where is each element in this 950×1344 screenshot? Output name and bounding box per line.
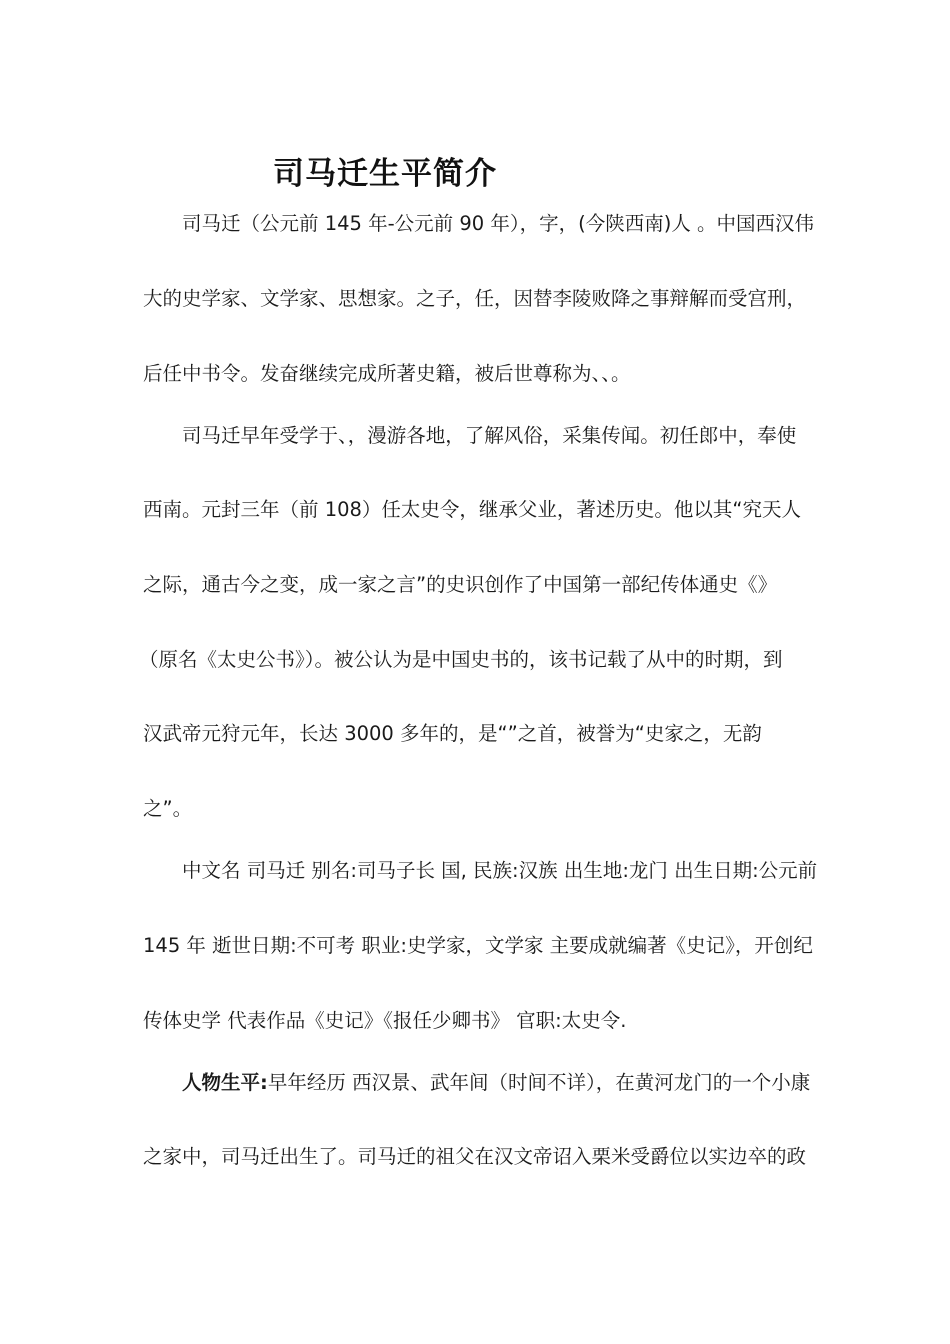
paragraph-4-line-1 — [182, 1068, 810, 1098]
paragraph-3-line-2: 145 年 逝世日期:不可考 职业:史学家，文学家 主要成就编著《史记》，开创纪 — [143, 934, 813, 957]
paragraph-3-line-3: 传体史学 代表作品《史记》《报任少卿书》 官职:太史令. — [143, 1009, 627, 1032]
paragraph-2-line-6: 之”。 — [143, 797, 193, 820]
paragraph-2-line-1: 司马迁早年受学于、，漫游各地，了解风俗，采集传闻。初任郎中，奉使 — [182, 424, 797, 447]
paragraph-2-line-5: 汉武帝元狩元年，长达 3000 多年的，是“”之首，被誉为“史家之，无韵 — [143, 722, 762, 745]
paragraph-2-line-4: （原名《太史公书》）。被公认为是中国史书的，该书记载了从中的时期，到 — [139, 648, 783, 671]
paragraph-2-line-2: 西南。元封三年（前 108）任太史令，继承父业，著述历史。他以其“究天人 — [143, 498, 802, 521]
document-title: 司马迁生平简介 — [273, 156, 497, 192]
paragraph-1-line-2: 大的史学家、文学家、思想家。之子，任，因替李陵败降之事辩解而受宫刑， — [143, 287, 807, 310]
paragraph-4-line-2: 之家中，司马迁出生了。司马迁的祖父在汉文帝诏入栗米受爵位以实边卒的政 — [143, 1145, 807, 1168]
paragraph-2-line-3: 之际，通古今之变，成一家之言”的史识创作了中国第一部纪传体通史《》 — [143, 573, 778, 596]
paragraph-3-line-1: 中文名 司马迁 别名:司马子长 国, 民族:汉族 出生地:龙门 出生日期:公元前 — [182, 859, 818, 882]
paragraph-4-line-1-text: 早年经历 西汉景、武年间（时间不详），在黄河龙门的一个小康 — [267, 1071, 811, 1094]
biography-label: 人物生平: — [182, 1071, 268, 1094]
paragraph-1-line-1: 司马迁（公元前 145 年-公元前 90 年），字，(今陕西南)人 。中国西汉伟 — [182, 212, 815, 235]
paragraph-1-line-3: 后任中书令。发奋继续完成所著史籍，被后世尊称为、、。 — [143, 362, 631, 385]
